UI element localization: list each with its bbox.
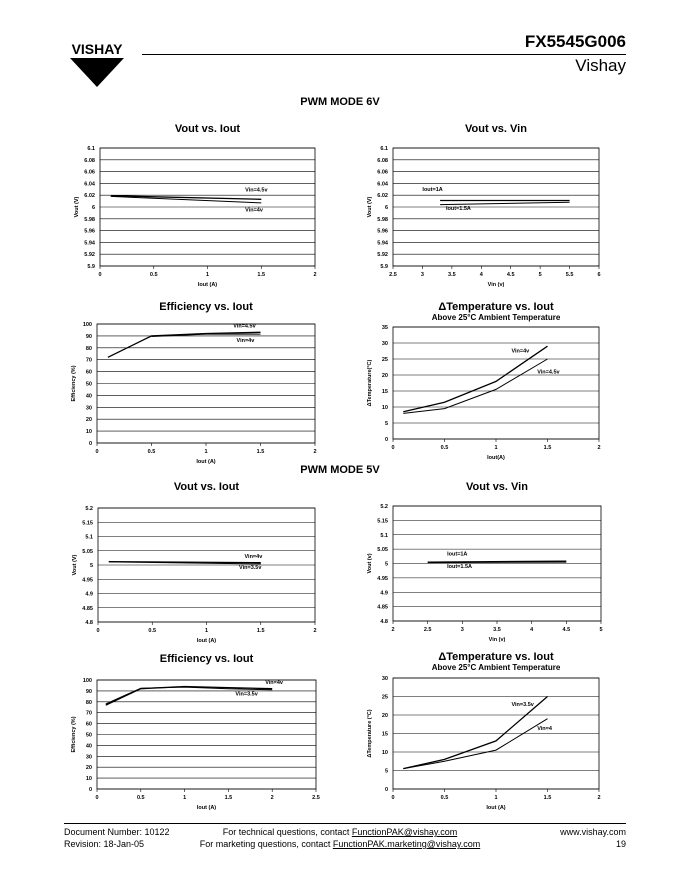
series-label: Iout=1.5A [447,563,473,570]
y-tick-label: 5.2 [85,506,93,512]
y-tick-label: 80 [85,345,92,352]
x-tick-label: 2 [313,628,317,634]
y-tick-label: 5.1 [380,532,388,539]
chart-title: ΔTemperature vs. Iout [438,651,554,663]
series-line [403,719,547,769]
y-tick-label: 5 [89,563,93,569]
y-tick-label: 5.9 [87,264,95,270]
footer-rule [64,823,626,824]
y-tick-label: 5.92 [84,252,95,259]
series-label: Vin=4v [245,207,263,214]
x-tick-label: 1 [183,795,187,801]
tech-contact-text: For technical questions, contact [222,827,352,837]
x-tick-label: 0.5 [440,445,449,451]
y-axis-label: Efficiency (%) [71,716,77,753]
y-tick-label: 15 [381,389,388,395]
x-tick-label: 3 [460,627,464,633]
section-title-5v: PWM MODE 5V [300,464,380,476]
x-tick-label: 4.5 [562,627,571,633]
x-tick-label: 2 [313,272,317,278]
marketing-contact-text: For marketing questions, contact [199,839,333,849]
x-tick-label: 0.5 [147,449,156,455]
x-tick-label: 0.5 [149,272,158,278]
series-label: Iout=1A [447,551,468,558]
y-tick-label: 0 [384,787,388,793]
x-tick-label: 1.5 [543,795,552,801]
y-tick-label: 0 [384,437,388,443]
y-tick-label: 6.1 [380,146,388,152]
y-tick-label: 80 [85,699,92,706]
x-axis-label: Iout (A) [196,459,216,465]
y-tick-label: 4.95 [377,575,388,582]
series-label: Vin=4.5v [245,187,268,194]
revision: Revision: 18-Jan-05 [64,839,145,849]
series-label: Vin=4v [265,679,283,686]
y-tick-label: 5.98 [84,216,95,223]
x-tick-label: 1.5 [256,449,265,455]
y-tick-label: 30 [381,676,388,682]
x-tick-label: 0.5 [440,795,449,801]
x-tick-label: 0 [391,795,395,801]
x-tick-label: 5 [538,272,542,278]
y-tick-label: 5.1 [85,534,93,541]
y-axis-label: Efficiency (%) [71,365,77,402]
x-tick-label: 4 [479,272,483,278]
y-tick-label: 4.8 [380,619,388,625]
y-tick-label: 100 [82,322,92,328]
y-tick-label: 4.95 [82,577,93,584]
x-axis-label: Vin (v) [487,282,505,288]
x-tick-label: 1 [494,445,498,451]
x-tick-label: 1.5 [224,795,233,801]
series-label: Vin=4.5v [233,323,256,330]
document-number: Document Number: 10122 [64,827,170,837]
y-tick-label: 6.04 [377,181,388,188]
y-tick-label: 6.02 [377,193,388,200]
y-tick-label: 5.05 [82,548,93,555]
x-tick-label: 2 [313,449,317,455]
manufacturer-name: Vishay [575,56,626,75]
y-tick-label: 6.06 [84,169,95,176]
x-tick-label: 1 [494,795,498,801]
series-label: Vin=4.5v [537,369,560,376]
x-tick-label: 1.5 [257,272,266,278]
y-tick-label: 4.85 [82,605,93,612]
part-number: FX5545G006 [524,32,626,51]
y-tick-label: 5.9 [380,264,388,270]
x-axis-label: Iout (A) [197,282,218,288]
y-tick-label: 90 [85,688,92,695]
x-tick-label: 1 [205,272,210,278]
x-tick-label: 0 [98,272,102,278]
chart-title: Vout vs. Iout [173,481,240,493]
y-tick-label: 5.2 [380,504,388,510]
x-tick-label: 3.5 [448,272,456,278]
y-tick-label: 40 [85,743,92,750]
series-label: Iout=1.5A [445,205,471,212]
y-tick-label: 20 [85,417,92,424]
chart-subtitle: Above 25°C Ambient Temperature [431,663,561,672]
y-tick-label: 20 [381,373,388,379]
series-label: Vin=4v [511,348,530,355]
y-tick-label: 4.9 [380,590,388,597]
y-axis-label: Vout (V) [367,196,373,218]
y-tick-label: 5.98 [377,216,388,223]
x-tick-label: 0 [95,795,99,801]
x-tick-label: 0.5 [148,628,157,634]
y-tick-label: 5.94 [377,240,388,247]
x-tick-label: 0.5 [136,795,145,801]
y-tick-label: 5 [384,561,388,568]
x-axis-label: Iout (A) [486,805,506,811]
x-tick-label: 1.5 [256,628,265,634]
series-label: Vin=3.5v [239,564,262,571]
y-tick-label: 20 [381,713,388,719]
y-tick-label: 50 [85,381,92,388]
y-tick-label: 6 [91,205,95,211]
section-title-6v: PWM MODE 6V [300,96,380,108]
y-tick-label: 30 [381,341,388,347]
y-tick-label: 10 [85,429,92,436]
x-tick-label: 0 [96,628,100,634]
x-tick-label: 4 [530,627,534,633]
y-tick-label: 70 [85,357,92,364]
y-tick-label: 4.8 [85,620,93,626]
y-axis-label: Vout (V) [72,554,78,576]
y-tick-label: 5.94 [84,240,95,247]
y-tick-label: 25 [381,357,388,363]
y-tick-label: 90 [85,333,92,340]
x-tick-label: 0 [391,445,395,451]
y-tick-label: 6.1 [87,146,95,152]
y-tick-label: 0 [88,787,92,793]
series-label: Vin=4v [236,337,255,344]
x-tick-label: 2.5 [312,795,320,801]
y-tick-label: 5 [384,421,388,427]
y-axis-label: Vout (v) [367,553,373,574]
footer-site-info [560,826,626,850]
y-tick-label: 6.02 [84,193,95,200]
chart-title: Vout vs. Vin [465,123,527,135]
page-number: 19 [615,839,626,849]
y-axis-label: ΔTemperature(°C) [367,359,373,407]
y-tick-label: 30 [85,754,92,761]
x-tick-label: 3.5 [493,627,501,633]
y-axis-label: ΔTemperature (°C) [367,709,373,758]
y-tick-label: 35 [381,325,388,331]
series-label: Vin=4 [537,725,552,732]
series-label: Vin=3.5v [235,691,258,698]
chart-subtitle: Above 25°C Ambient Temperature [431,313,561,322]
tech-email-link[interactable]: FunctionPAK@vishay.com [351,827,458,837]
x-tick-label: 2 [391,627,395,633]
y-tick-label: 6 [384,205,388,211]
y-tick-label: 6.06 [377,169,388,176]
x-tick-label: 6 [597,272,601,278]
chart-title: Efficiency vs. Iout [159,653,254,665]
y-tick-label: 25 [381,694,388,701]
y-tick-label: 60 [85,369,92,376]
chart-title: Vout vs. Iout [174,123,241,135]
y-tick-label: 100 [82,678,92,684]
series-label: Vin=3.5v [511,701,534,708]
y-tick-label: 5.92 [377,252,388,259]
x-tick-label: 2.5 [423,627,432,633]
y-tick-label: 5.15 [377,518,388,525]
y-tick-label: 4.85 [377,604,388,611]
y-axis-label: Vout (V) [74,196,80,218]
y-tick-label: 0 [88,441,92,447]
marketing-email-link[interactable]: FunctionPAK.marketing@vishay.com [332,839,481,849]
y-tick-label: 6.08 [84,157,95,164]
x-tick-label: 1.5 [543,445,552,451]
x-tick-label: 2 [597,795,601,801]
x-tick-label: 0 [95,449,99,455]
y-tick-label: 10 [381,750,388,756]
y-tick-label: 5.96 [84,228,95,235]
y-tick-label: 6.08 [377,157,388,164]
x-tick-label: 5.5 [565,272,574,278]
y-tick-label: 5 [384,768,388,775]
x-axis-label: Vin (v) [488,637,506,643]
x-tick-label: 3 [420,272,424,278]
y-tick-label: 10 [381,405,388,411]
chart-title: Efficiency vs. Iout [159,301,253,313]
x-axis-label: Iout (A) [196,638,217,644]
y-tick-label: 30 [85,405,92,412]
series-label: Iout=1A [422,187,443,194]
y-tick-label: 5.05 [377,547,388,554]
chart-title: Vout vs. Vin [466,481,528,493]
x-tick-label: 1 [204,449,208,455]
y-tick-label: 20 [85,765,92,772]
x-tick-label: 1 [204,628,209,634]
x-tick-label: 2 [270,795,274,801]
brand-wordmark: VISHAY [71,41,123,57]
x-axis-label: Iout (A) [196,805,217,811]
x-axis-label: Iout(A) [487,455,505,461]
y-tick-label: 5.15 [82,520,93,527]
x-tick-label: 4.5 [506,272,515,278]
website-link[interactable]: www.vishay.com [560,827,626,837]
y-tick-label: 40 [85,393,92,400]
y-tick-label: 4.9 [85,591,93,598]
y-tick-label: 10 [85,776,92,783]
footer-contacts [150,826,530,850]
y-tick-label: 6.04 [84,181,95,188]
y-tick-label: 5.96 [377,228,388,235]
series-label: Vin=4v [244,553,263,560]
x-tick-label: 2 [597,445,601,451]
x-tick-label: 5 [599,627,603,633]
y-tick-label: 70 [85,710,92,717]
x-tick-label: 2.5 [389,272,397,278]
y-tick-label: 15 [381,731,388,738]
chart-title: ΔTemperature vs. Iout [438,301,554,313]
y-tick-label: 60 [85,721,92,728]
y-tick-label: 50 [85,732,92,739]
